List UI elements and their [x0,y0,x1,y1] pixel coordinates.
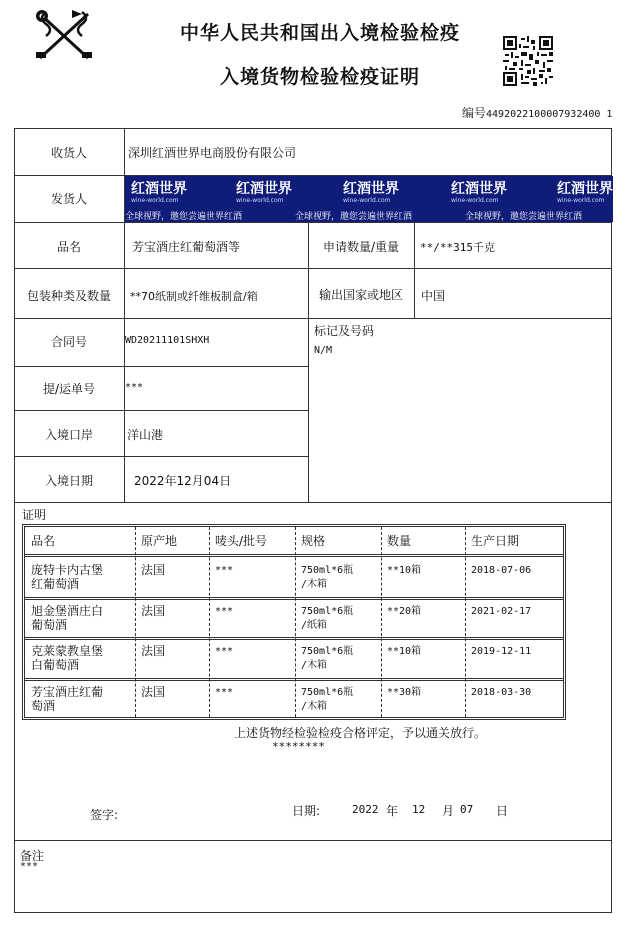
consignee-value: 深圳红酒世界电商股份有限公司 [128,146,297,160]
production-date: 2018-03-30 [471,687,532,698]
divider [14,502,612,503]
origin-country-label: 输出国家或地区 [318,288,403,302]
marks-label: 标记及号码 [314,324,375,338]
customs-emblem-icon [32,8,96,64]
spec: 750ml*6瓶 /木箱 [301,646,354,671]
divider [14,268,612,269]
spec: 750ml*6瓶 /纸箱 [301,606,354,631]
divider [14,222,612,223]
mark: *** [215,646,234,657]
bl-label: 提/运单号 [42,382,96,396]
origin: 法国 [141,563,166,577]
signature-label: 签字: [90,808,119,822]
banner-logo-text: 红酒世界 [343,181,399,197]
product-name: 克莱蒙教皇堡 白葡萄酒 [31,644,104,672]
marks-value: N/M [314,345,333,356]
banner-logo-url: wine-world.com [557,197,605,204]
qty: **20箱 [387,606,422,617]
banner-logo-url: wine-world.com [236,197,284,204]
banner-logo-text: 红酒世界 [236,181,292,197]
banner-logo-text: 红酒世界 [451,181,507,197]
origin: 法国 [141,644,166,658]
entry-date-value: 2022年12月04日 [134,474,232,488]
divider [14,318,612,319]
mark: *** [215,687,234,698]
divider [308,222,309,502]
banner-logo-url: wine-world.com [343,197,391,204]
origin-country-value: 中国 [421,289,446,303]
sign-day-unit: 日 [496,804,509,818]
column-header: 数量 [387,534,412,548]
qr-code-icon [503,36,553,86]
product-name: 芳宝酒庄红葡 萄酒 [31,685,104,713]
sign-year-unit: 年 [386,804,399,818]
cert-no-label: 编号 [462,106,487,120]
clearance-statement: 上述货物经检验检疫合格评定，予以通关放行。 [234,726,487,740]
remarks-label: 备注 [20,849,45,863]
document-subtitle: 入境货物检验检疫证明 [219,66,420,88]
mark: *** [215,606,234,617]
cert-no-value: 4492022100007932400 1 [486,109,613,120]
spec: 750ml*6瓶 /木箱 [301,687,354,712]
column-header: 品名 [31,534,56,548]
qty: **30箱 [387,687,422,698]
row-divider [25,554,563,557]
contract-label: 合同号 [50,335,87,349]
qty: **10箱 [387,646,422,657]
banner-slogan: 全球视野，邀您尝遍世界红酒 [295,212,413,222]
sign-year: 2022 [352,803,379,816]
row-divider [25,597,563,600]
production-date: 2019-12-11 [471,646,532,657]
mark: *** [215,565,234,576]
banner-slogan: 全球视野，邀您尝遍世界红酒 [465,212,583,222]
banner-logo-text: 红酒世界 [557,181,613,197]
wine-world-banner [125,176,613,222]
banner-logo-url: wine-world.com [131,197,179,204]
sign-month-unit: 月 [442,804,455,818]
origin: 法国 [141,604,166,618]
product-name: 旭金堡酒庄白 葡萄酒 [31,604,104,632]
sign-month: 12 [412,803,426,816]
bl-value: *** [125,382,144,393]
product-name: 庞特卡内古堡 红葡萄酒 [31,563,104,591]
divider [14,410,308,411]
product-value: 芳宝酒庄红葡萄酒等 [132,240,241,254]
contract-value: WD20211101SHXH [125,335,210,346]
sign-day: 07 [460,803,474,816]
goods-table [22,524,566,720]
certificate-number [462,104,612,121]
remarks-value: *** [20,861,39,872]
quantity-label: 申请数量/重量 [322,240,400,254]
packing-value: **70纸制或纤维板制盒/箱 [130,290,258,303]
consignee-label: 收货人 [50,146,87,160]
banner-slogan: 全球视野，邀您尝遍世界红酒 [125,212,243,222]
row-divider [25,678,563,681]
entry-date-label: 入境日期 [44,474,93,488]
certification-label: 证明 [22,508,47,522]
divider [414,222,415,318]
sign-date-label: 日期: [292,804,321,818]
divider [14,456,308,457]
row-divider [25,637,563,640]
document-title: 中华人民共和国出入境检验检疫 [179,22,460,44]
product-label: 品名 [56,240,81,254]
column-header: 生产日期 [471,534,520,548]
port-label: 入境口岸 [44,428,93,442]
port-value: 洋山港 [127,428,164,442]
statement-stars: ******** [272,740,325,753]
production-date: 2021-02-17 [471,606,532,617]
production-date: 2018-07-06 [471,565,532,576]
column-header: 规格 [301,534,326,548]
consignor-label: 发货人 [50,192,87,206]
divider [14,366,308,367]
qty: **10箱 [387,565,422,576]
column-header: 原产地 [141,534,178,548]
divider [14,840,612,841]
quantity-value: **/**315千克 [420,241,495,254]
banner-logo-url: wine-world.com [451,197,499,204]
packing-label: 包装种类及数量 [26,289,111,303]
spec: 750ml*6瓶 /木箱 [301,565,354,590]
banner-logo-text: 红酒世界 [131,181,187,197]
origin: 法国 [141,685,166,699]
column-header: 唛头/批号 [215,534,268,548]
